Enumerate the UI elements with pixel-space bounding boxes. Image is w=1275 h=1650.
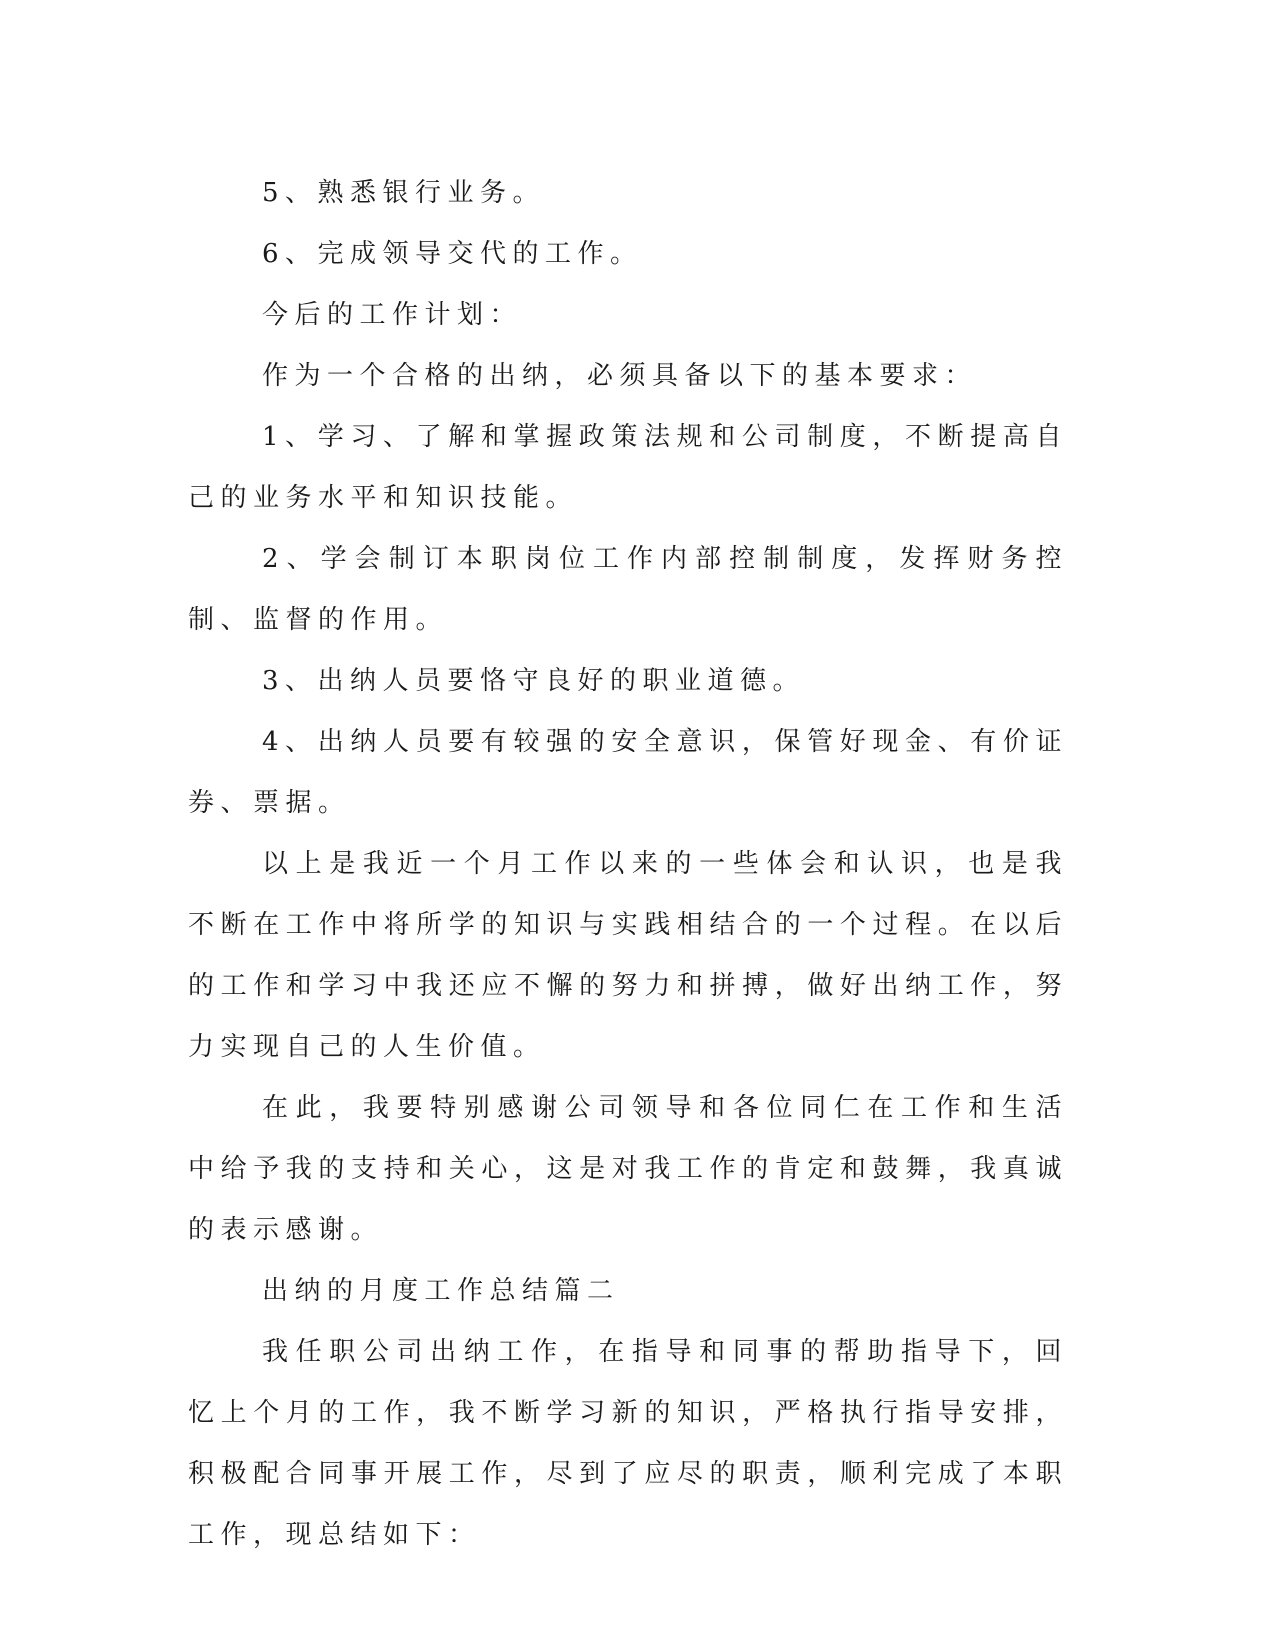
paragraph-thanks: 在此，我要特别感谢公司领导和各位同仁在工作和生活中给予我的支持和关心，这是对我工作的肯定和鼓舞，我真诚的表示感谢。 — [188, 1093, 1068, 1245]
paragraph-requirement-1: 1、学习、了解和掌握政策法规和公司制度，不断提高自己的业务水平和知识技能。 — [188, 422, 1068, 513]
paragraph-requirement-3: 3、出纳人员要恪守良好的职业道德。 — [262, 666, 806, 696]
paragraph-plan-heading: 今后的工作计划： — [262, 300, 523, 330]
paragraph-requirements-intro: 作为一个合格的出纳，必须具备以下的基本要求： — [262, 361, 978, 391]
paragraph-item-6: 6、完成领导交代的工作。 — [262, 239, 643, 269]
paragraph-requirement-2: 2、学会制订本职岗位工作内部控制制度，发挥财务控制、监督的作用。 — [188, 544, 1068, 635]
document-body — [188, 163, 1068, 1566]
section-title: 出纳的月度工作总结篇二 — [262, 1276, 620, 1306]
paragraph-part2-intro: 我任职公司出纳工作，在指导和同事的帮助指导下，回忆上个月的工作，我不断学习新的知识，严格执行指导安排，积极配合同事开展工作，尽到了应尽的职责，顺利完成了本职工作，现总结如下： — [188, 1337, 1068, 1550]
paragraph-reflection: 以上是我近一个月工作以来的一些体会和认识，也是我不断在工作中将所学的知识与实践相结合的一个过程。在以后的工作和学习中我还应不懈的努力和拼搏，做好出纳工作，努力实现自己的人生价值。 — [188, 849, 1068, 1062]
paragraph-item-5: 5、熟悉银行业务。 — [262, 178, 546, 208]
paragraph-requirement-4: 4、出纳人员要有较强的安全意识，保管好现金、有价证券、票据。 — [188, 727, 1068, 818]
